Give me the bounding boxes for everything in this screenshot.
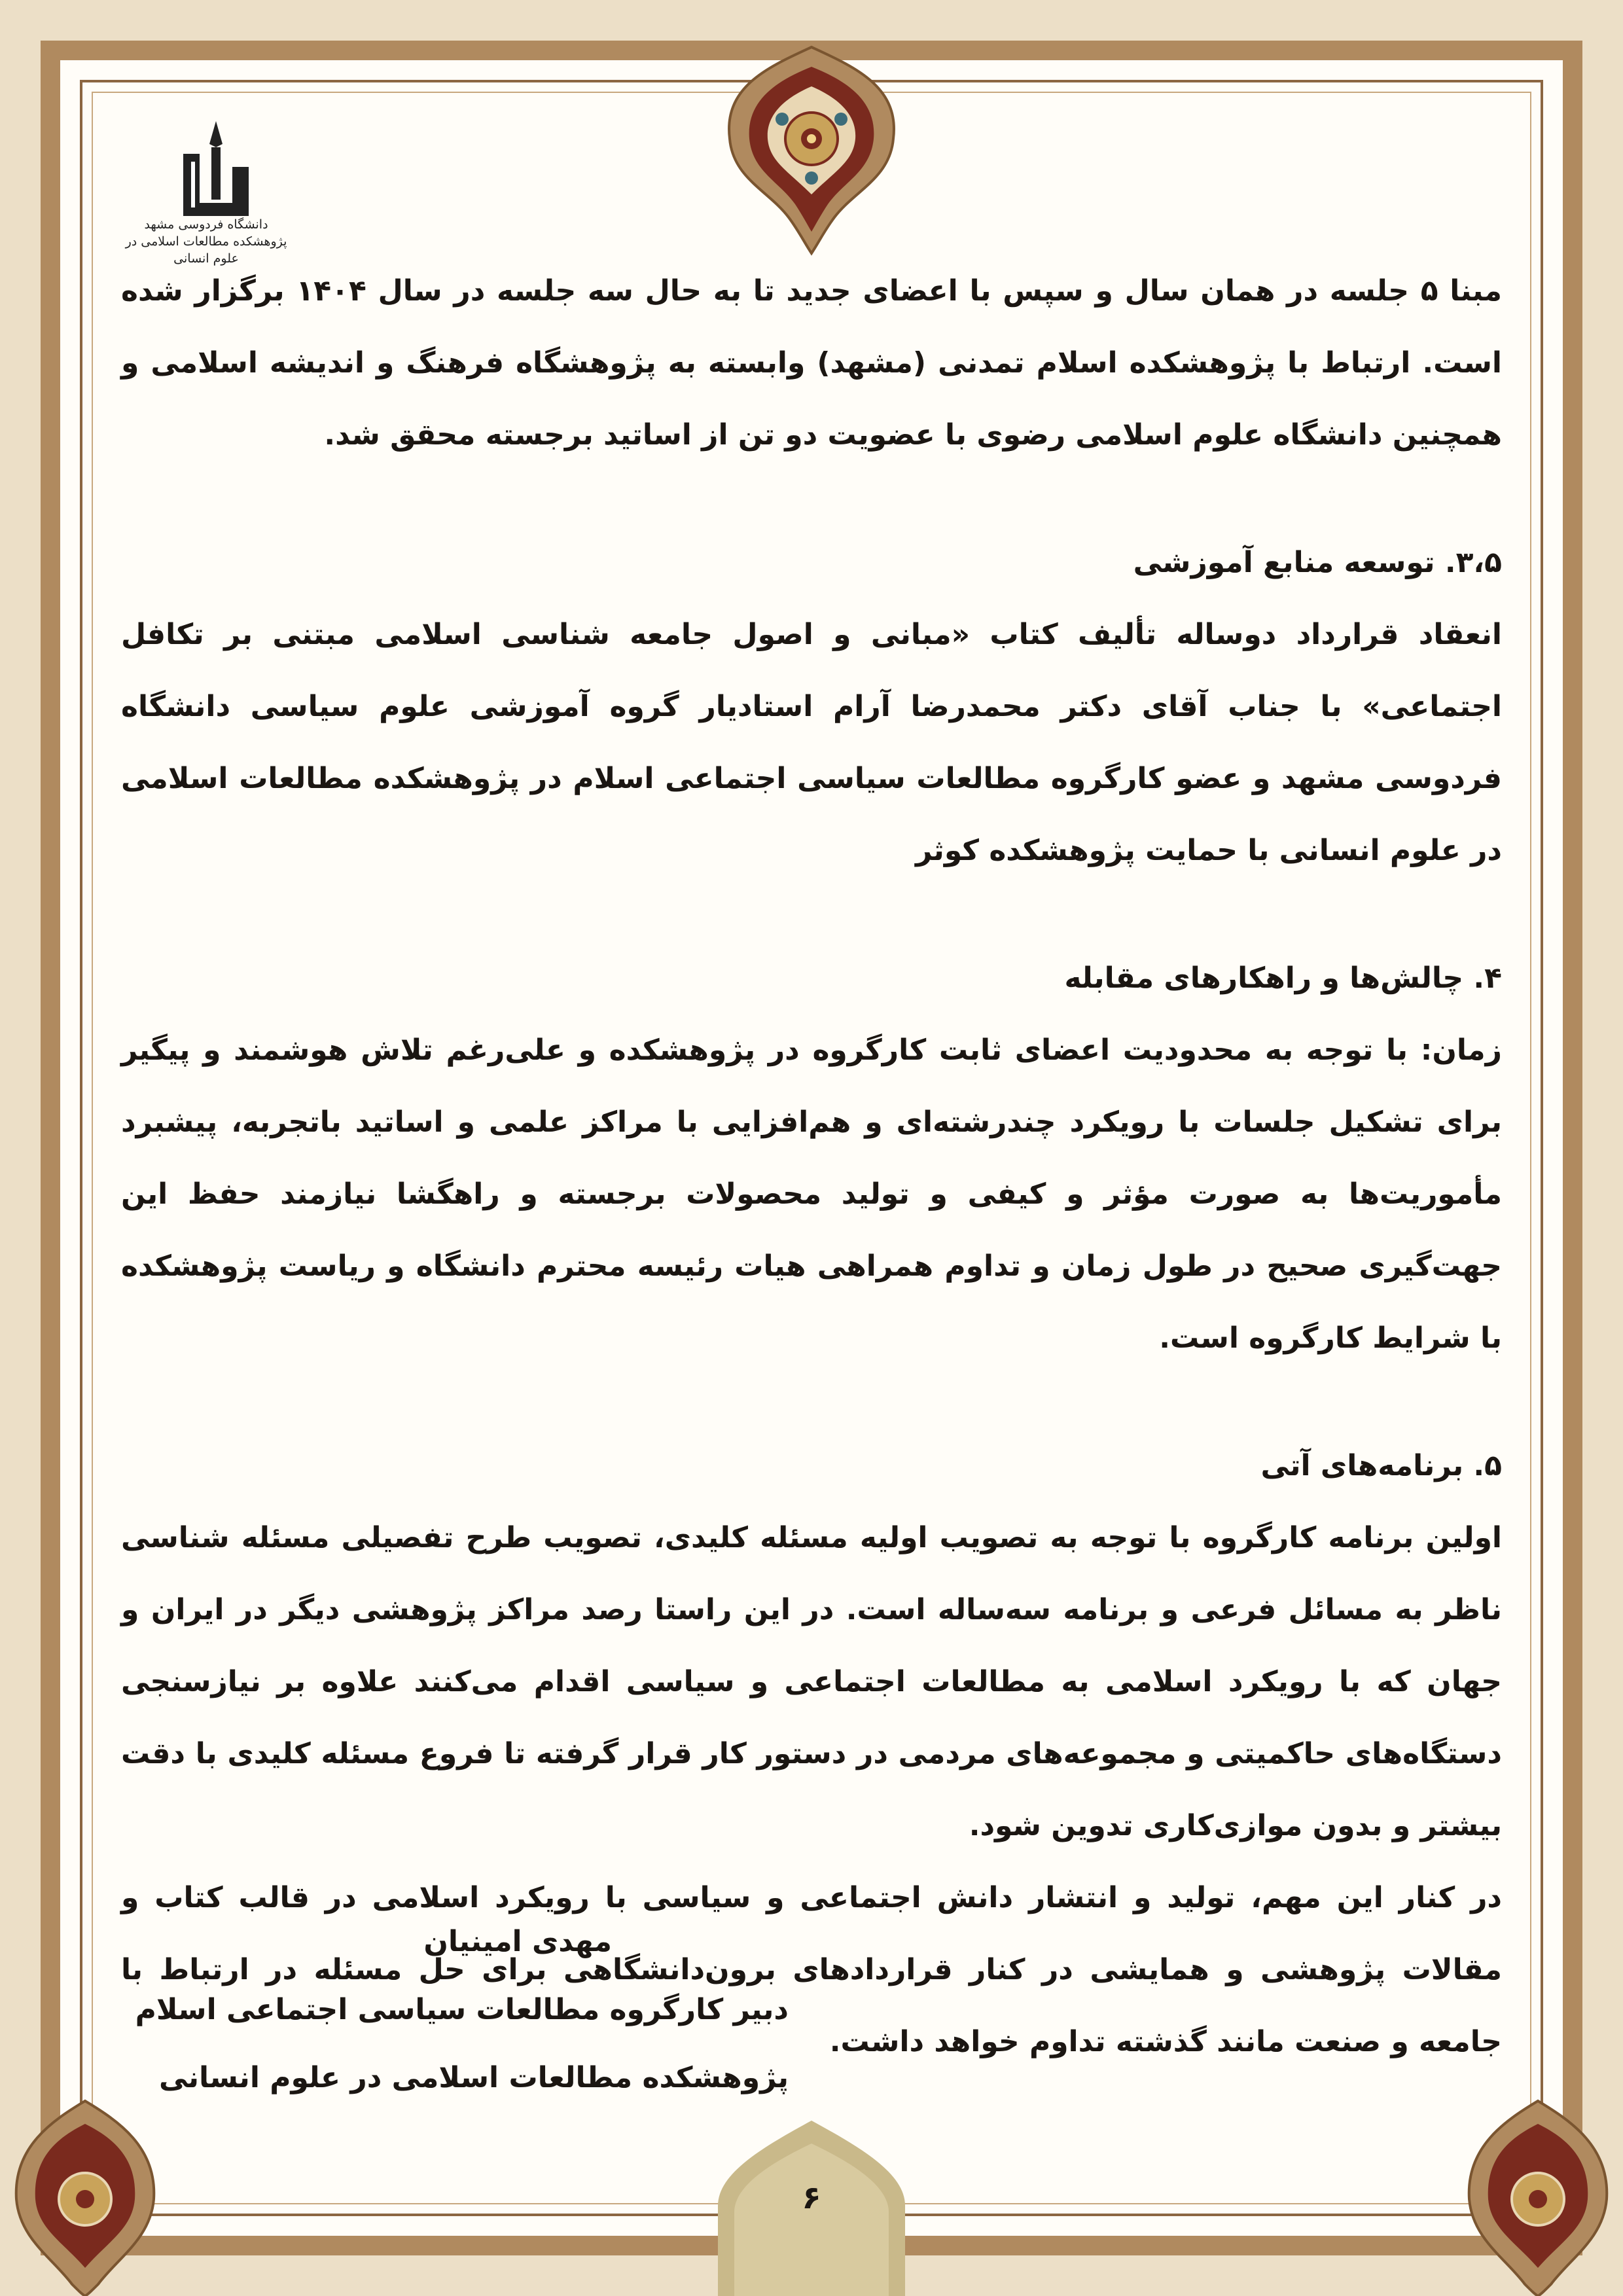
section-3-5-paragraph: انعقاد قرارداد دوساله تألیف کتاب «مبانی و اصول جامعه شناسی اسلامی مبتنی بر تکافل اجتماعی» با جناب آقای دکتر محمدرضا آرام استادیار گروه آموزشی علوم سیاسی دانشگاه فردوسی مشهد و عضو کارگروه مطالعات سیاسی اجتماعی اسلام در پژوهشکده مطالعات اسلامی در علوم انسانی با حمایت پژوهشکده کوثر	[121, 618, 1502, 867]
main-content	[121, 255, 1502, 2078]
section-spacer	[121, 471, 1502, 527]
intro-paragraph: مبنا ۵ جلسه در همان سال و سپس با اعضای جدید تا به حال سه جلسه در سال ۱۴۰۴ برگزار شده است. ارتباط با پژوهشکده اسلام تمدنی (مشهد) وابسته به پژوهشگاه فرهنگ و اندیشه اسلامی و همچنین دانشگاه علوم اسلامی رضوی با عضویت دو تن از اساتید برجسته محقق شد.	[121, 274, 1502, 452]
section-3-5-title: ۳،۵. توسعه منابع آموزشی	[1133, 546, 1502, 579]
section-spacer	[121, 1374, 1502, 1430]
section-5-paragraph-1: اولین برنامه کارگروه با توجه به تصویب اولیه مسئله کلیدی، تصویب طرح تفصیلی مسئله شناسی ناظر به مسائل فرعی و برنامه سه‌ساله است. در این راستا رصد مراکز پژوهشی دیگر در ایران و جهان که با رویکرد اسلامی به مطالعات اجتماعی و سیاسی اقدام می‌کنند علاوه بر نیازسنجی دستگاه‌های حاکمیتی و مجموعه‌های مردمی در دستور کار قرار گرفته تا فروع مسئله کلیدی با دقت بیشتر و بدون موازی‌کاری تدوین شود.	[121, 1521, 1502, 1842]
logo-caption-institute: پژوهشکده مطالعات اسلامی در علوم انسانی	[125, 234, 287, 266]
section-4-paragraph: زمان: با توجه به محدودیت اعضای ثابت کارگروه در پژوهشکده و علی‌رغم تلاش هوشمند و پیگیر برای تشکیل جلسات با رویکرد چندرشته‌ای و هم‌افزایی با مراکز علمی و اساتید باتجربه، پیشبرد مأموریت‌ها به صورت مؤثر و کیفی و تولید محصولات برجسته و راهگشا نیازمند حفظ این جهت‌گیری صحیح در طول زمان و تداوم همراهی هیات رئیسه محترم دانشگاه و ریاست پژوهشکده با شرایط کارگروه است.	[121, 1033, 1502, 1355]
top-center-ornament-icon	[704, 41, 919, 257]
section-4-title: ۴. چالش‌ها و راهکارهای مقابله	[1064, 961, 1502, 995]
signature-role: دبیر کارگروه مطالعات سیاسی اجتماعی اسلام	[135, 1993, 789, 2026]
section-5-title: ۵. برنامه‌های آتی	[1260, 1449, 1502, 1482]
bottom-right-corner-ornament-icon	[1453, 2094, 1623, 2296]
signature-name: مهدی امینیان	[423, 1925, 612, 1958]
section-spacer	[121, 887, 1502, 942]
signature-block	[121, 1908, 789, 2112]
logo-caption-university: دانشگاه فردوسی مشهد	[144, 217, 268, 232]
page-number: ۶	[802, 2179, 821, 2216]
section-5-paragraph-2: در کنار این مهم، تولید و انتشار دانش اجتماعی و سیاسی با رویکرد اسلامی در قالب کتاب و مقالات پژوهشی و همایشی در کنار قراردادهای برون‌دانشگاهی برای حل مسئله در ارتباط با جامعه و صنعت مانند گذشته تداوم خواهد داشت.	[121, 1881, 1502, 2058]
bottom-left-corner-ornament-icon	[0, 2094, 170, 2296]
signature-organization: پژوهشکده مطالعات اسلامی در علوم انسانی	[158, 2061, 789, 2094]
